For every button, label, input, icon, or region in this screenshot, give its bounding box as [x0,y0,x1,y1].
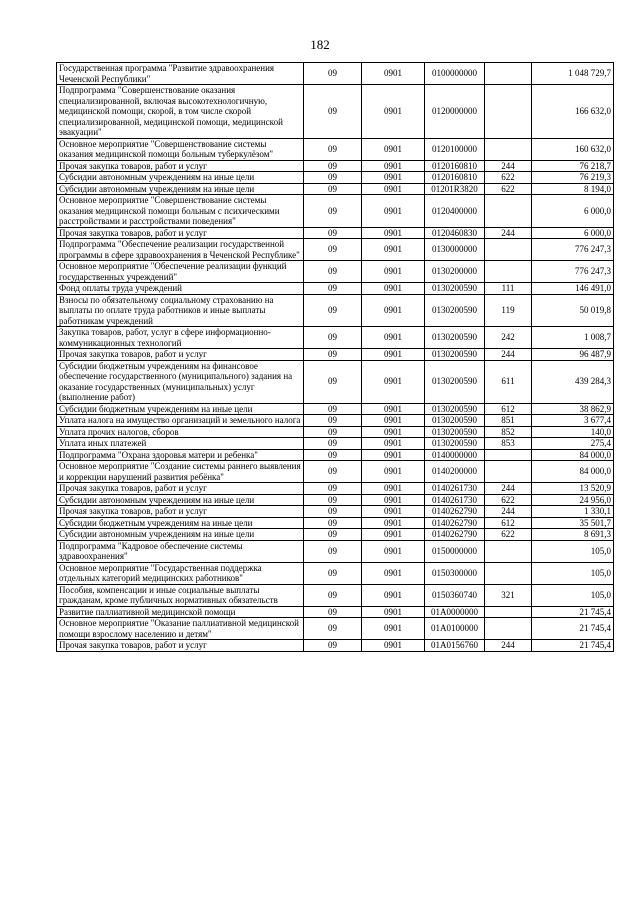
row-section-code: 09 [304,415,362,427]
row-subsection-code: 0901 [362,294,425,327]
row-expense-type: 622 [485,172,532,184]
row-name: Субсидии бюджетным учреждениям на иные цели [57,517,304,529]
row-expense-type: 244 [485,483,532,495]
row-amount: 160 632,0 [532,138,614,160]
row-name: Прочая закупка товаров, работ и услуг [57,640,304,652]
row-section-code: 09 [304,584,362,606]
row-section-code: 09 [304,183,362,195]
row-section-code: 09 [304,294,362,327]
row-subsection-code: 0901 [362,239,425,261]
row-amount: 38 862,9 [532,403,614,415]
row-expense-type: 244 [485,160,532,172]
row-expense-type [485,606,532,618]
row-name: Подпрограмма "Охрана здоровья матери и ребенка" [57,449,304,461]
row-section-code: 09 [304,517,362,529]
row-subsection-code: 0901 [362,85,425,139]
row-target-article: 0130000000 [425,239,485,261]
table-row [57,360,614,403]
table-row [57,403,614,415]
row-subsection-code: 0901 [362,438,425,450]
row-name: Государственная программа "Развитие здравоохранения Чеченской Республики" [57,63,304,85]
row-name: Субсидии автономным учреждениям на иные цели [57,183,304,195]
row-target-article: 0120100000 [425,138,485,160]
row-section-code: 09 [304,85,362,139]
row-name: Субсидии автономным учреждениям на иные цели [57,529,304,541]
row-target-article: 0140261730 [425,494,485,506]
row-name: Развитие паллиативной медицинской помощи [57,606,304,618]
row-amount: 50 019,8 [532,294,614,327]
row-section-code: 09 [304,239,362,261]
row-amount: 105,0 [532,562,614,584]
row-section-code: 09 [304,562,362,584]
row-expense-type: 244 [485,506,532,518]
row-target-article: 0130200590 [425,327,485,349]
row-expense-type: 622 [485,183,532,195]
row-expense-type: 111 [485,283,532,295]
row-expense-type: 612 [485,517,532,529]
table-row [57,261,614,283]
row-amount: 439 284,3 [532,360,614,403]
row-target-article: 0140261730 [425,483,485,495]
row-name: Подпрограмма "Обеспечение реализации государственной программы в сфере здравоохранения в Чеченской Республике" [57,239,304,261]
row-expense-type [485,461,532,483]
row-section-code: 09 [304,63,362,85]
table-row [57,183,614,195]
row-subsection-code: 0901 [362,506,425,518]
row-section-code: 09 [304,327,362,349]
table-row [57,327,614,349]
row-amount: 21 745,4 [532,618,614,640]
table-row [57,160,614,172]
row-amount: 21 745,4 [532,640,614,652]
row-amount: 1 048 729,7 [532,63,614,85]
row-subsection-code: 0901 [362,160,425,172]
row-section-code: 09 [304,360,362,403]
row-amount: 3 677,4 [532,415,614,427]
row-name: Взносы по обязательному социальному страхованию на выплаты по оплате труда работников и иные выплаты работникам учреждений [57,294,304,327]
page-number: 182 [310,37,330,52]
row-amount: 21 745,4 [532,606,614,618]
row-name: Уплата иных платежей [57,438,304,450]
table-row [57,449,614,461]
row-subsection-code: 0901 [362,195,425,228]
row-target-article: 01А0100000 [425,618,485,640]
row-target-article: 0130200590 [425,283,485,295]
table-row [57,540,614,562]
row-name: Подпрограмма "Кадровое обеспечение системы здравоохранения" [57,540,304,562]
row-name: Прочая закупка товаров, работ и услуг [57,227,304,239]
row-section-code: 09 [304,618,362,640]
row-target-article: 0150000000 [425,540,485,562]
row-target-article: 0140000000 [425,449,485,461]
row-subsection-code: 0901 [362,403,425,415]
row-section-code: 09 [304,438,362,450]
row-target-article: 01А0000000 [425,606,485,618]
row-expense-type: 612 [485,403,532,415]
row-target-article: 0130200590 [425,349,485,361]
row-subsection-code: 0901 [362,183,425,195]
row-subsection-code: 0901 [362,63,425,85]
row-section-code: 09 [304,403,362,415]
table-row [57,517,614,529]
table-row [57,283,614,295]
row-amount: 8 691,3 [532,529,614,541]
row-target-article: 0130200590 [425,438,485,450]
row-subsection-code: 0901 [362,138,425,160]
row-expense-type [485,239,532,261]
table-row [57,640,614,652]
row-section-code: 09 [304,349,362,361]
row-section-code: 09 [304,483,362,495]
row-subsection-code: 0901 [362,283,425,295]
row-subsection-code: 0901 [362,483,425,495]
row-name: Прочая закупка товаров, работ и услуг [57,506,304,518]
row-name: Прочая закупка товаров, работ и услуг [57,483,304,495]
table-row [57,506,614,518]
row-target-article: 01201R3820 [425,183,485,195]
row-expense-type [485,540,532,562]
row-expense-type: 852 [485,426,532,438]
row-amount: 6 000,0 [532,195,614,228]
row-name: Уплата налога на имущество организаций и земельного налога [57,415,304,427]
row-subsection-code: 0901 [362,227,425,239]
table-row [57,483,614,495]
row-name: Субсидии бюджетным учреждениям на финансовое обеспечение государственного (муниципального) задания на оказание государственных (муниципальных) услуг (выполнение работ) [57,360,304,403]
row-expense-type: 244 [485,640,532,652]
row-amount: 1 008,7 [532,327,614,349]
row-expense-type: 119 [485,294,532,327]
row-section-code: 09 [304,261,362,283]
row-target-article: 0140262790 [425,517,485,529]
table-row [57,415,614,427]
row-target-article: 0140262790 [425,529,485,541]
row-amount: 84 000,0 [532,449,614,461]
row-amount: 1 330,1 [532,506,614,518]
table-row [57,239,614,261]
row-amount: 76 218,7 [532,160,614,172]
row-name: Прочая закупка товаров, работ и услуг [57,349,304,361]
row-amount: 146 491,0 [532,283,614,295]
row-amount: 35 501,7 [532,517,614,529]
row-subsection-code: 0901 [362,327,425,349]
row-section-code: 09 [304,449,362,461]
row-name: Основное мероприятие "Совершенствование системы оказания медицинской помощи больным с психическими расстройствами и расстройствами поведения" [57,195,304,228]
row-target-article: 01А0156760 [425,640,485,652]
row-target-article: 0130200590 [425,403,485,415]
table-row [57,438,614,450]
table-row [57,606,614,618]
table-row [57,227,614,239]
row-target-article: 0130200590 [425,415,485,427]
row-name: Фонд оплаты труда учреждений [57,283,304,295]
row-subsection-code: 0901 [362,172,425,184]
row-expense-type [485,261,532,283]
table-row [57,294,614,327]
row-section-code: 09 [304,506,362,518]
row-name: Уплата прочих налогов, сборов [57,426,304,438]
row-subsection-code: 0901 [362,640,425,652]
row-subsection-code: 0901 [362,540,425,562]
row-subsection-code: 0901 [362,449,425,461]
row-amount: 96 487,9 [532,349,614,361]
row-amount: 13 520,9 [532,483,614,495]
row-amount: 6 000,0 [532,227,614,239]
row-name: Субсидии автономным учреждениям на иные цели [57,494,304,506]
row-target-article: 0150360740 [425,584,485,606]
row-target-article: 0130200590 [425,360,485,403]
row-target-article: 0120460830 [425,227,485,239]
table-row [57,584,614,606]
table-row [57,461,614,483]
row-target-article: 0140262790 [425,506,485,518]
row-name: Субсидии автономным учреждениям на иные цели [57,172,304,184]
row-section-code: 09 [304,426,362,438]
table-row [57,85,614,139]
row-expense-type [485,449,532,461]
row-amount: 776 247,3 [532,261,614,283]
row-section-code: 09 [304,540,362,562]
budget-table [56,62,614,652]
row-amount: 105,0 [532,540,614,562]
row-expense-type: 622 [485,529,532,541]
row-name: Пособия, компенсации и иные социальные выплаты гражданам, кроме публичных нормативных обязательств [57,584,304,606]
row-target-article: 0130200000 [425,261,485,283]
row-section-code: 09 [304,529,362,541]
row-amount: 105,0 [532,584,614,606]
row-amount: 166 632,0 [532,85,614,139]
row-section-code: 09 [304,606,362,618]
table-row [57,63,614,85]
row-name: Основное мероприятие "Оказание паллиативной медицинской помощи взрослому населению и детям" [57,618,304,640]
row-target-article: 0120400000 [425,195,485,228]
table-row [57,562,614,584]
row-expense-type: 853 [485,438,532,450]
row-target-article: 0150300000 [425,562,485,584]
row-expense-type [485,138,532,160]
table-row [57,529,614,541]
row-section-code: 09 [304,138,362,160]
row-expense-type [485,85,532,139]
row-target-article: 0130200590 [425,294,485,327]
row-expense-type: 851 [485,415,532,427]
row-target-article: 0130200590 [425,426,485,438]
row-amount: 24 956,0 [532,494,614,506]
row-expense-type: 244 [485,227,532,239]
row-expense-type: 321 [485,584,532,606]
row-subsection-code: 0901 [362,261,425,283]
table-row [57,195,614,228]
row-target-article: 0140200000 [425,461,485,483]
row-expense-type [485,63,532,85]
table-row [57,426,614,438]
row-target-article: 0120160810 [425,160,485,172]
budget-table-body [57,63,614,652]
row-name: Прочая закупка товаров, работ и услуг [57,160,304,172]
row-name: Основное мероприятие "Совершенствование системы оказания медицинской помощи больным туберкулёзом" [57,138,304,160]
row-section-code: 09 [304,640,362,652]
row-target-article: 0120160810 [425,172,485,184]
row-name: Основное мероприятие "Создание системы раннего выявления и коррекции нарушений развития ребёнка" [57,461,304,483]
row-name: Основное мероприятие "Обеспечение реализации функций государственных учреждений" [57,261,304,283]
row-expense-type [485,195,532,228]
row-amount: 776 247,3 [532,239,614,261]
row-amount: 84 000,0 [532,461,614,483]
row-subsection-code: 0901 [362,584,425,606]
row-subsection-code: 0901 [362,461,425,483]
row-subsection-code: 0901 [362,426,425,438]
row-name: Субсидии бюджетным учреждениям на иные цели [57,403,304,415]
row-expense-type [485,618,532,640]
row-expense-type: 622 [485,494,532,506]
row-section-code: 09 [304,461,362,483]
row-subsection-code: 0901 [362,562,425,584]
table-row [57,494,614,506]
row-expense-type: 611 [485,360,532,403]
row-section-code: 09 [304,172,362,184]
row-section-code: 09 [304,160,362,172]
row-amount: 8 194,0 [532,183,614,195]
row-target-article: 0120000000 [425,85,485,139]
row-section-code: 09 [304,227,362,239]
row-subsection-code: 0901 [362,415,425,427]
row-name: Закупка товаров, работ, услуг в сфере информационно-коммуникационных технологий [57,327,304,349]
row-expense-type [485,562,532,584]
row-subsection-code: 0901 [362,529,425,541]
table-row [57,138,614,160]
row-section-code: 09 [304,283,362,295]
row-section-code: 09 [304,494,362,506]
row-subsection-code: 0901 [362,517,425,529]
row-subsection-code: 0901 [362,606,425,618]
row-amount: 76 219,3 [532,172,614,184]
table-row [57,349,614,361]
row-expense-type: 244 [485,349,532,361]
row-amount: 140,0 [532,426,614,438]
row-subsection-code: 0901 [362,360,425,403]
row-section-code: 09 [304,195,362,228]
row-subsection-code: 0901 [362,618,425,640]
row-expense-type: 242 [485,327,532,349]
row-name: Основное мероприятие "Государственная поддержка отдельных категорий медицинских работников" [57,562,304,584]
table-row [57,172,614,184]
row-name: Подпрограмма "Совершенствование оказания специализированной, включая высокотехнологичную, медицинской помощи, скорой, в том числе скорой специализированной, медицинской помощи, медицинской эвакуации" [57,85,304,139]
table-row [57,618,614,640]
row-subsection-code: 0901 [362,494,425,506]
row-subsection-code: 0901 [362,349,425,361]
row-target-article: 0100000000 [425,63,485,85]
row-amount: 275,4 [532,438,614,450]
